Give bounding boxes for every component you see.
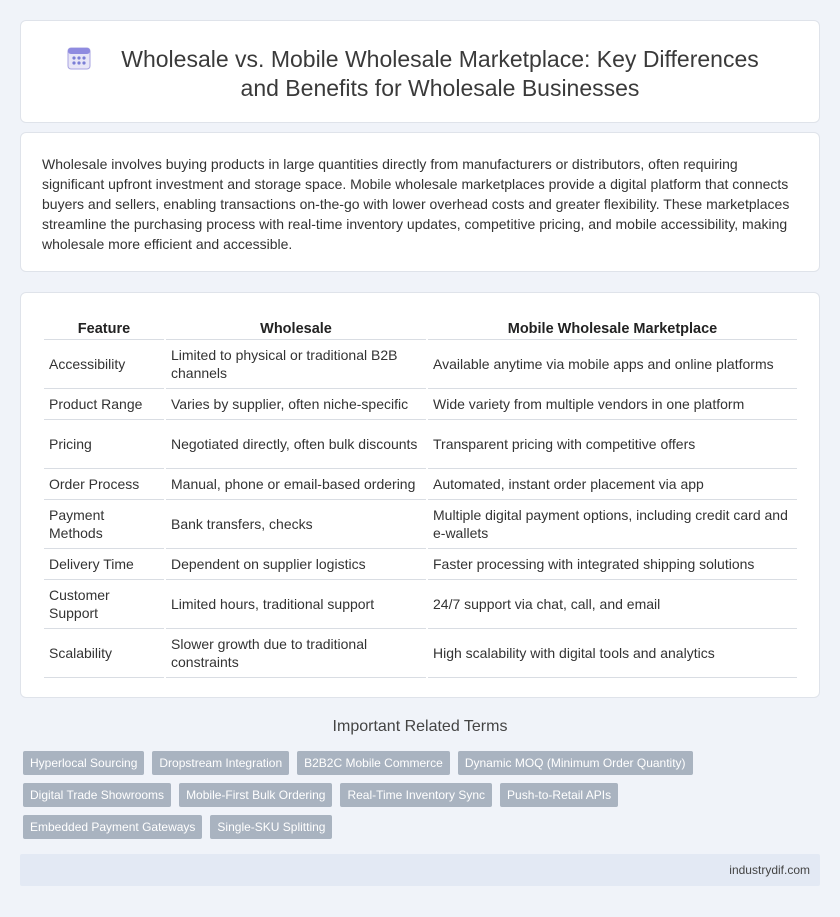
table-cell: Payment Methods bbox=[44, 500, 164, 549]
related-term-tag[interactable]: Single-SKU Splitting bbox=[210, 815, 332, 839]
related-term-tag[interactable]: Dynamic MOQ (Minimum Order Quantity) bbox=[458, 751, 693, 775]
table-cell: High scalability with digital tools and analytics bbox=[428, 629, 797, 678]
related-term-tag[interactable]: Real-Time Inventory Sync bbox=[340, 783, 492, 807]
table-row bbox=[44, 549, 797, 580]
table-cell: Scalability bbox=[44, 629, 164, 678]
table-row bbox=[44, 340, 797, 389]
table-row bbox=[44, 629, 797, 678]
table-cell: Manual, phone or email-based ordering bbox=[166, 469, 426, 500]
table-row bbox=[44, 500, 797, 549]
table-row bbox=[44, 580, 797, 629]
table-cell: Dependent on supplier logistics bbox=[166, 549, 426, 580]
table-row bbox=[44, 389, 797, 420]
intro-paragraph: Wholesale involves buying products in large quantities directly from manufacturers or distributors, often requiring significant upfront investment and storage space. Mobile wholesale marketplaces provide a digital platform that connects buyers and sellers, enabling transactions on-the-go with lower overhead costs and greater flexibility. These marketplaces streamline the purchasing process with real-time inventory updates, competitive pricing, and mobile accessibility, making wholesale more efficient and accessible. bbox=[42, 156, 790, 252]
table-cell: Accessibility bbox=[44, 340, 164, 389]
table-cell: Varies by supplier, often niche-specific bbox=[166, 389, 426, 420]
footer-bar bbox=[20, 854, 820, 886]
table-cell: Multiple digital payment options, including credit card and e-wallets bbox=[428, 500, 797, 549]
related-term-tag[interactable]: Mobile-First Bulk Ordering bbox=[179, 783, 332, 807]
column-header-feature: Feature bbox=[44, 313, 164, 340]
table-cell: Faster processing with integrated shipping solutions bbox=[428, 549, 797, 580]
table-cell: Negotiated directly, often bulk discounts bbox=[166, 420, 426, 469]
table-cell: Customer Support bbox=[44, 580, 164, 629]
table-cell: 24/7 support via chat, call, and email bbox=[428, 580, 797, 629]
table-cell: Order Process bbox=[44, 469, 164, 500]
table-cell: Limited to physical or traditional B2B channels bbox=[166, 340, 426, 389]
table-cell: Automated, instant order placement via app bbox=[428, 469, 797, 500]
table-row bbox=[44, 420, 797, 469]
related-term-tag[interactable]: B2B2C Mobile Commerce bbox=[297, 751, 450, 775]
table-cell: Bank transfers, checks bbox=[166, 500, 426, 549]
title-card bbox=[20, 20, 820, 123]
table-cell: Available anytime via mobile apps and online platforms bbox=[428, 340, 797, 389]
comparison-table-card bbox=[20, 292, 820, 698]
column-header-wholesale: Wholesale bbox=[166, 313, 426, 340]
related-terms-list bbox=[23, 751, 813, 847]
related-term-tag[interactable]: Hyperlocal Sourcing bbox=[23, 751, 144, 775]
table-header-row bbox=[44, 313, 797, 340]
related-term-tag[interactable]: Digital Trade Showrooms bbox=[23, 783, 171, 807]
table-cell: Transparent pricing with competitive offers bbox=[428, 420, 797, 469]
intro-card bbox=[20, 132, 820, 272]
footer-site-link[interactable]: industrydif.com bbox=[729, 863, 810, 877]
table-cell: Limited hours, traditional support bbox=[166, 580, 426, 629]
table-cell: Product Range bbox=[44, 389, 164, 420]
related-term-tag[interactable]: Dropstream Integration bbox=[152, 751, 289, 775]
table-cell: Pricing bbox=[44, 420, 164, 469]
related-terms-heading: Important Related Terms bbox=[332, 718, 508, 735]
related-term-tag[interactable]: Push-to-Retail APIs bbox=[500, 783, 618, 807]
table-cell: Slower growth due to traditional constraints bbox=[166, 629, 426, 678]
table-cell: Wide variety from multiple vendors in one platform bbox=[428, 389, 797, 420]
column-header-mobile-marketplace: Mobile Wholesale Marketplace bbox=[428, 313, 797, 340]
related-term-tag[interactable]: Embedded Payment Gateways bbox=[23, 815, 202, 839]
table-row bbox=[44, 469, 797, 500]
comparison-table bbox=[42, 313, 799, 678]
page-title: Wholesale vs. Mobile Wholesale Marketplace: Key Differences and Benefits for Wholesale Businesses bbox=[121, 46, 759, 101]
table-cell: Delivery Time bbox=[44, 549, 164, 580]
